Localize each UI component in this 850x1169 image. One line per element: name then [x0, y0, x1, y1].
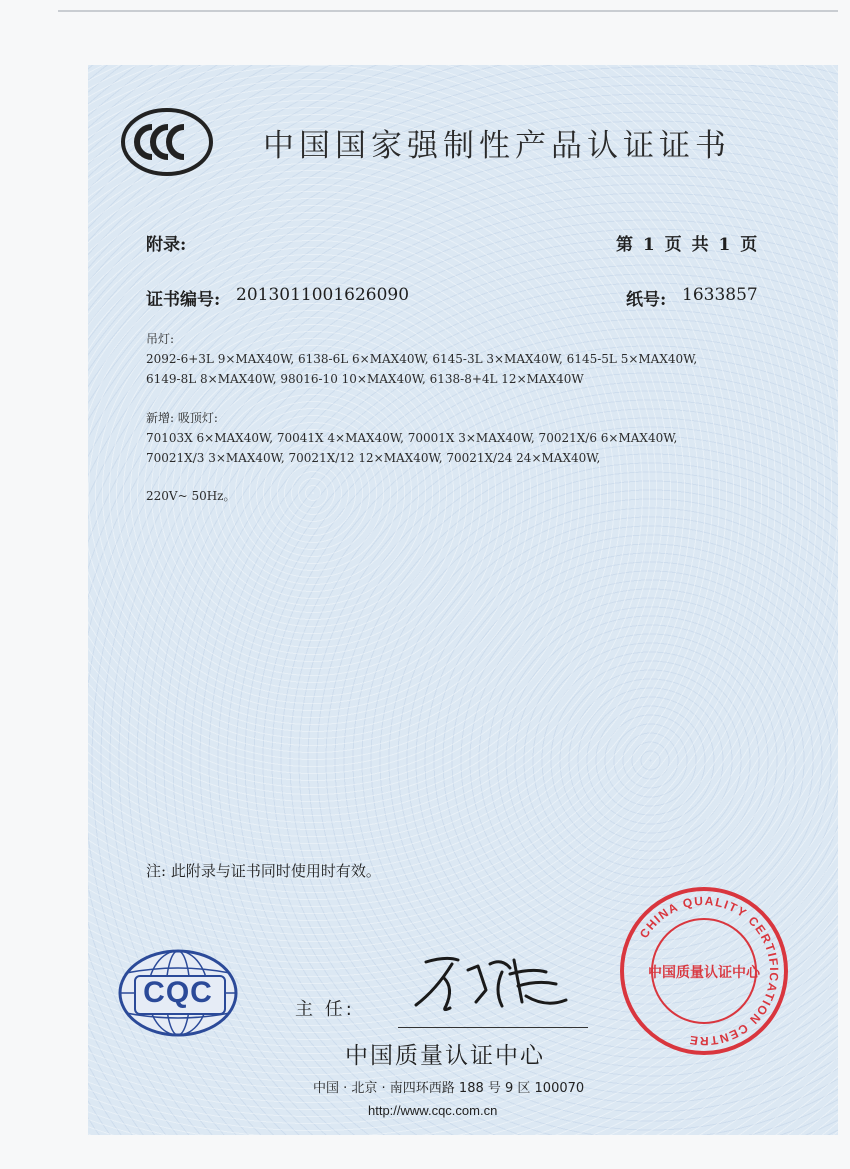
scan-edge	[58, 10, 838, 12]
group2-line: 70021X/3 3×MAX40W, 70021X/12 12×MAX40W, 70021X/24 24×MAX40W,	[146, 451, 601, 465]
cqc-logo-text: CQC	[143, 976, 213, 1009]
issuer-url: http://www.cqc.com.cn	[368, 1103, 498, 1118]
director-label: 主 任:	[295, 999, 355, 1020]
group1-title: 吊灯:	[146, 332, 175, 346]
group1-line: 6149-8L 8×MAX40W, 98016-10 10×MAX40W, 6138-8+4L 12×MAX40W	[146, 372, 584, 386]
cert-no: 2013011001626090	[236, 285, 410, 305]
ccc-logo-icon	[120, 107, 214, 177]
cert-no-label: 证书编号:	[146, 290, 221, 310]
certificate-title: 中国国家强制性产品认证证书	[263, 128, 731, 164]
page-info: 第 1 页 共 1 页	[616, 235, 760, 255]
issuer-address: 中国 · 北京 · 南四环西路 188 号 9 区 100070	[313, 1081, 585, 1096]
signature-icon	[406, 950, 581, 1020]
official-seal	[618, 885, 790, 1057]
signature-line	[398, 1027, 588, 1028]
group1-line: 2092-6+3L 9×MAX40W, 6138-6L 6×MAX40W, 6145-3L 3×MAX40W, 6145-5L 5×MAX40W,	[146, 352, 698, 366]
issuer-name: 中国质量认证中心	[345, 1043, 545, 1069]
appendix-label: 附录:	[146, 235, 187, 255]
svg-text:CHINA QUALITY CERTIFICATION CE: CHINA QUALITY CERTIFICATION CENTRE	[636, 893, 782, 1049]
certificate-sheet	[88, 65, 838, 1135]
paper-no: 1633857	[682, 285, 758, 305]
group2-title: 新增: 吸顶灯:	[146, 411, 218, 425]
group2-line: 70103X 6×MAX40W, 70041X 4×MAX40W, 70001X 3×MAX40W, 70021X/6 6×MAX40W,	[146, 431, 678, 445]
voltage-spec: 220V~ 50Hz。	[146, 489, 236, 503]
paper-no-label: 纸号:	[626, 290, 667, 310]
ccc-logo	[120, 107, 214, 177]
cqc-logo	[116, 947, 240, 1039]
validity-note: 注: 此附录与证书同时使用时有效。	[146, 862, 381, 880]
signature	[406, 950, 581, 1020]
svg-text:中国质量认证中心: 中国质量认证中心	[648, 965, 760, 981]
seal-icon	[618, 885, 790, 1057]
